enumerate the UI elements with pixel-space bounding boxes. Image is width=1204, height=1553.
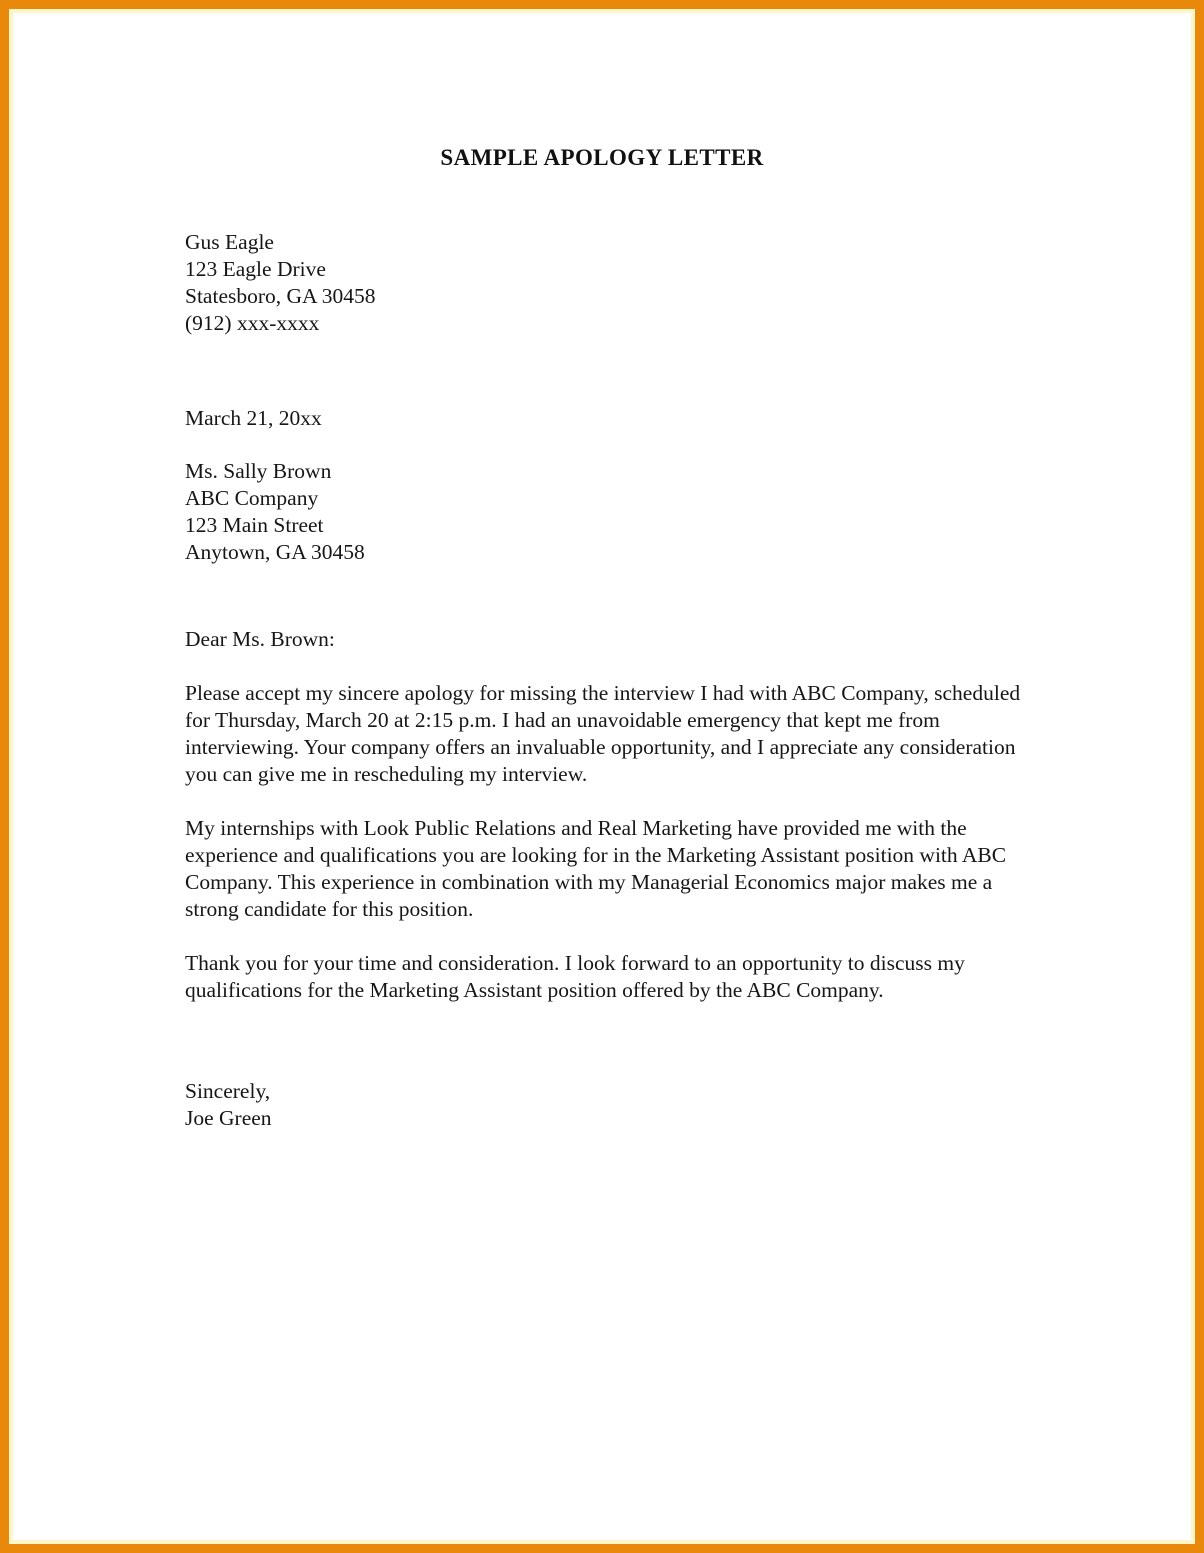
closing-valediction: Sincerely, (185, 1079, 271, 1103)
closing-signature-name: Joe Green (185, 1106, 272, 1130)
spacer-recipient-salutation (185, 566, 1037, 626)
sender-name: Gus Eagle (185, 230, 274, 254)
body-paragraph-2: My internships with Look Public Relations and Real Marketing have provided me with the experience and qualifications you are looking for in the Marketing Assistant position with ABC Company. This experience in combination with my Managerial Economics major makes me a strong candidate for this position. (185, 816, 1007, 921)
letter-content (185, 229, 1037, 1132)
page-border-inner-edge (9, 9, 1195, 1544)
salutation-text: Dear Ms. Brown: (185, 627, 335, 651)
spacer-paragraph-2-3 (185, 923, 1037, 950)
spacer-body-closing (185, 1004, 1037, 1078)
letter-date: March 21, 20xx (185, 406, 322, 430)
sender-address-block (185, 229, 1037, 337)
spacer-paragraph-1-2 (185, 788, 1037, 815)
recipient-company: ABC Company (185, 486, 319, 510)
spacer-sender-date (185, 337, 1037, 405)
spacer-salutation-body (185, 653, 1037, 680)
body-paragraph-1: Please accept my sincere apology for missing the interview I had with ABC Company, scheduled for Thursday, March 20 at 2:15 p.m. I had an unavoidable emergency that kept me from interviewing. Your company offers an invaluable opportunity, and I appreciate any consideration you can give me in rescheduling my interview. (185, 681, 1021, 786)
recipient-name: Ms. Sally Brown (185, 459, 332, 483)
sender-street: 123 Eagle Drive (185, 257, 326, 281)
body-paragraph-3: Thank you for your time and consideration. I look forward to an opportunity to discuss my qualifications for the Marketing Assistant position offered by the ABC Company. (185, 951, 965, 1002)
spacer-date-recipient (185, 432, 1037, 458)
recipient-city-state-zip: Anytown, GA 30458 (185, 540, 365, 564)
letter-sheet (13, 13, 1191, 1540)
page-title: SAMPLE APOLOGY LETTER (440, 145, 764, 170)
recipient-address-block (185, 458, 1037, 566)
salutation (185, 626, 1037, 653)
closing-block (185, 1078, 1037, 1132)
sender-phone: (912) xxx-xxxx (185, 311, 320, 335)
letter-date-block (185, 405, 1037, 432)
sender-city-state-zip: Statesboro, GA 30458 (185, 284, 376, 308)
recipient-street: 123 Main Street (185, 513, 324, 537)
